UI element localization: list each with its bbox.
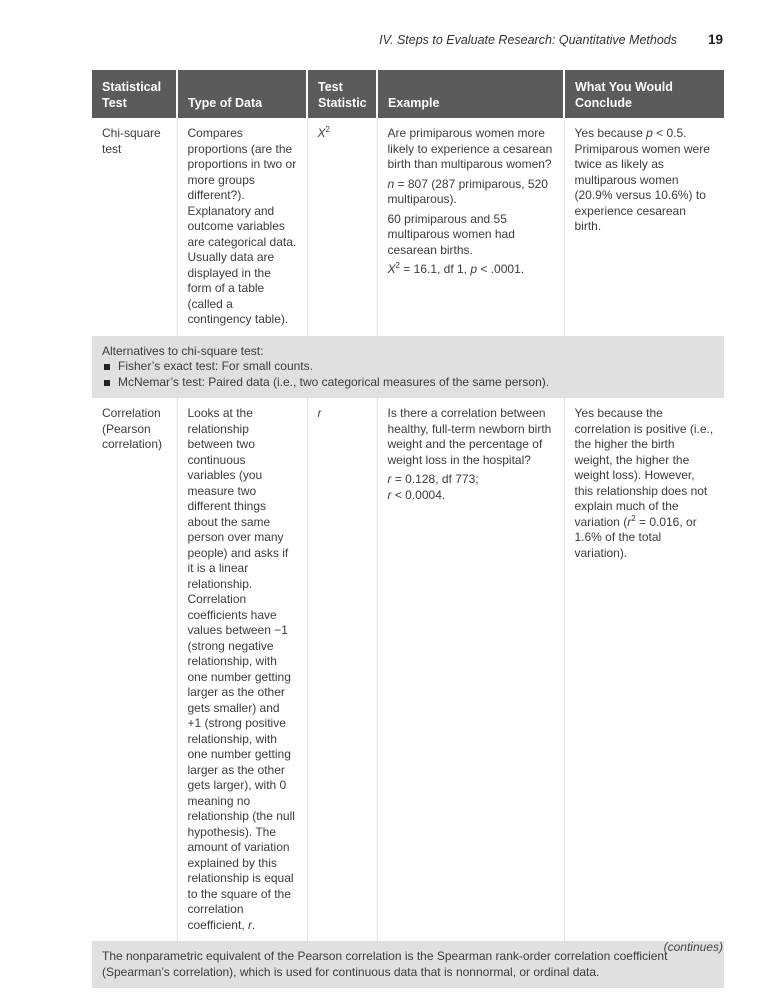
bullet-icon: [104, 380, 110, 386]
continues-label: (continues): [663, 940, 723, 954]
page-number: 19: [707, 32, 723, 47]
column-header-conclusion: What You Would Conclude: [564, 70, 724, 118]
alternatives-intro: Alternatives to chi-square test:: [102, 343, 264, 358]
column-header-type-of-data: Type of Data: [177, 70, 307, 118]
example-result: r = 0.128, df 773; r < 0.0004.: [387, 472, 479, 502]
column-header-test-statistic: Test Statistic: [307, 70, 377, 118]
alternatives-list: [102, 359, 714, 390]
cell-example: [377, 118, 564, 336]
example-question: Are primiparous women more likely to experience a cesarean birth than multiparous women?: [387, 126, 553, 171]
statistics-table: [92, 70, 724, 988]
cell-test-statistic: r: [307, 398, 377, 941]
column-header-statistical-test: Statistical Test: [92, 70, 177, 118]
cell-test-name: Correlation (Pearson correlation): [102, 406, 163, 451]
example-question: Is there a correlation between healthy, full-term newborn birth weight and the percentage of weight loss in the hospital?: [387, 406, 552, 467]
cell-test-statistic: $X^2$: [307, 118, 377, 336]
cell-conclusion: Yes because the correlation is positive (i.e., the higher the birth weight, the higher the weight loss). However, this relationship does not explain much of the variation ($r^2 = 0.016$, or 1.6% of the total variation).: [564, 398, 724, 941]
cell-test-name: Chi-square test: [102, 126, 161, 156]
table-header: [92, 70, 724, 118]
running-title: IV. Steps to Evaluate Research: Quantitative Methods: [379, 33, 677, 47]
cell-conclusion: Yes because p < 0.5. Primiparous women were twice as likely as multiparous women (20.9% versus 10.6%) to experience cesarean birth.: [564, 118, 724, 336]
column-header-example: Example: [377, 70, 564, 118]
example-result: $X^2 = 16.1$, df 1, p < .0001.: [387, 261, 525, 276]
table-row-chi-square: [92, 118, 724, 336]
running-header: [0, 30, 781, 50]
cell-type-of-data: Compares proportions (are the proportions in two or more groups different?). Explanatory and outcome variables are categorical data. Usually data are displayed in the form of a table (called a contingency table).: [177, 118, 307, 336]
list-item: McNemar’s test: Paired data (i.e., two categorical measures of the same person).: [102, 375, 714, 391]
cell-example: [377, 398, 564, 941]
cell-type-of-data: Looks at the relationship between two continuous variables (you measure two different things about the same person over many people) and asks if it is a linear relationship. Correlation coefficients have values between −1 (strong negative relationship, with one number getting larger as the other gets smaller) and +1 (strong positive relationship, with one number getting larger as the other gets larger), with 0 meaning no relationship (the null hypothesis). The amount of variation explained by this relationship is equal to the square of the correlation coefficient, r.: [177, 398, 307, 941]
table-note-spearman: [92, 941, 724, 988]
example-counts: 60 primiparous and 55 multiparous women had cesarean births.: [387, 211, 515, 257]
table-row-correlation: [92, 398, 724, 941]
example-sample-size: n = 807 (287 primiparous, 520 multiparous).: [387, 176, 548, 206]
spearman-note: The nonparametric equivalent of the Pearson correlation is the Spearman rank-order correlation coefficient (Spearman’s correlation), which is used for continuous data that is nonnormal, or ordinal data.: [92, 941, 724, 988]
table-note-chi-square-alternatives: [92, 336, 724, 399]
list-item: Fisher’s exact test: For small counts.: [102, 359, 714, 375]
bullet-icon: [104, 364, 110, 370]
